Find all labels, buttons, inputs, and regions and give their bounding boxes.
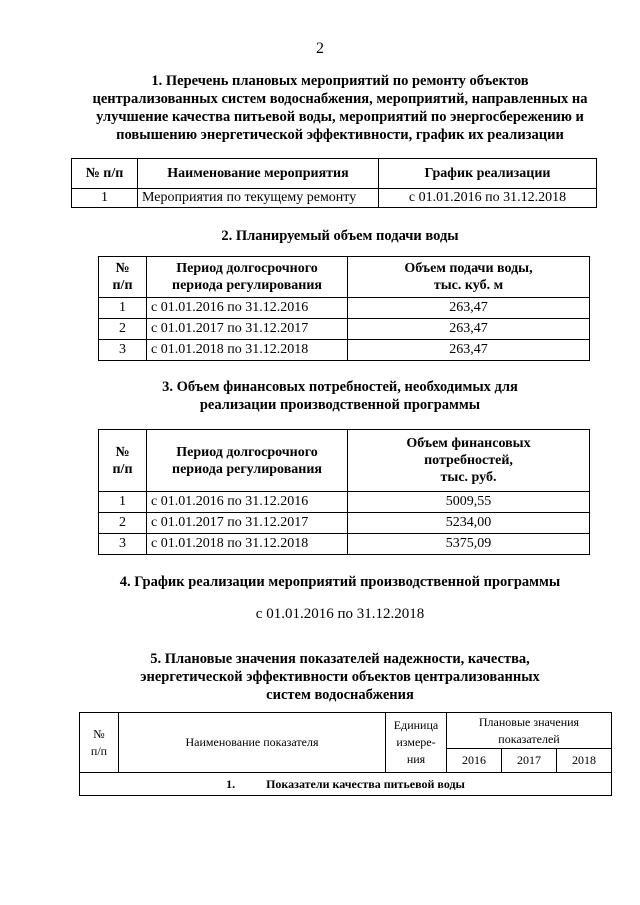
table-section-row: [80, 773, 612, 796]
col-header-value: Объем подачи воды, тыс. куб. м: [348, 257, 590, 298]
section1-title: 1. Перечень плановых мероприятий по ремонту объектов централизованных систем водоснабжения, мероприятий, направленных на улучшение качества питьевой воды, мероприятий по энергосбережению и повышению энергетической эффективности, график их реализации: [92, 73, 588, 143]
cell-num: 1: [72, 189, 138, 208]
section5-title: 5. Плановые значения показателей надежности, качества, энергетической эффективности объектов централизованных систем водоснабжения: [140, 651, 540, 703]
cell-num: 3: [99, 534, 147, 555]
col-header-year: 2018: [556, 749, 611, 773]
col-header-schedule: График реализации: [379, 159, 597, 189]
cell-value: 263,47: [348, 298, 590, 319]
col-header-num: № п/п: [99, 257, 147, 298]
cell-num: 1: [99, 298, 147, 319]
col-header-planned: Плановые значения показателей: [447, 713, 612, 749]
section5-table: [79, 712, 612, 796]
table-row: [99, 298, 590, 319]
section4-title: 4. График реализации мероприятий производственной программы: [119, 574, 561, 590]
cell-num: 1: [99, 492, 147, 513]
cell-period: с 01.01.2018 по 31.12.2018: [147, 340, 348, 361]
table-row: [72, 189, 597, 208]
col-header-year: 2017: [501, 749, 556, 773]
table-row: [99, 513, 590, 534]
table-row: [99, 492, 590, 513]
section2-table: [98, 256, 590, 361]
col-header-year: 2016: [447, 749, 502, 773]
cell-num: 2: [99, 319, 147, 340]
table-row: [99, 319, 590, 340]
col-header-num: № п/п: [80, 713, 119, 773]
col-header-name: Наименование показателя: [119, 713, 386, 773]
cell-num: 2: [99, 513, 147, 534]
col-header-num: № п/п: [72, 159, 138, 189]
col-header-num: № п/п: [99, 430, 147, 492]
cell-period: с 01.01.2017 по 31.12.2017: [147, 319, 348, 340]
cell-value: 5375,09: [348, 534, 590, 555]
cell-value: 263,47: [348, 340, 590, 361]
subsection-label: Показатели качества питьевой воды: [266, 776, 465, 791]
cell-period: с 01.01.2018 по 31.12.2018: [147, 534, 348, 555]
subsection-num: 1.: [226, 776, 236, 791]
cell-name: Мероприятия по текущему ремонту: [138, 189, 379, 208]
col-header-value: Объем финансовых потребностей, тыс. руб.: [348, 430, 590, 492]
table-header-row: [99, 430, 590, 492]
cell-period: с 01.01.2016 по 31.12.2016: [147, 298, 348, 319]
section2-title: 2. Планируемый объем подачи воды: [221, 228, 459, 244]
cell-num: 3: [99, 340, 147, 361]
table-row: [99, 340, 590, 361]
col-header-name: Наименование мероприятия: [138, 159, 379, 189]
section3-title: 3. Объем финансовых потребностей, необходимых для реализации производственной программы: [162, 379, 518, 413]
cell-value: 263,47: [348, 319, 590, 340]
cell-schedule: с 01.01.2016 по 31.12.2018: [379, 189, 597, 208]
table-header-row: [72, 159, 597, 189]
cell-value: 5009,55: [348, 492, 590, 513]
col-header-unit: Единица измере- ния: [386, 713, 447, 773]
cell-period: с 01.01.2016 по 31.12.2016: [147, 492, 348, 513]
col-header-period: Период долгосрочного периода регулирования: [147, 257, 348, 298]
col-header-period: Период долгосрочного периода регулирования: [147, 430, 348, 492]
cell-value: 5234,00: [348, 513, 590, 534]
table-header-row: [99, 257, 590, 298]
section1-table: [71, 158, 597, 208]
table-header-row: [80, 713, 612, 749]
cell-period: с 01.01.2017 по 31.12.2017: [147, 513, 348, 534]
table-row: [99, 534, 590, 555]
page-number: 2: [316, 40, 324, 57]
section4-period: с 01.01.2016 по 31.12.2018: [255, 606, 425, 622]
section3-table: [98, 429, 590, 555]
subsection-title: [80, 773, 612, 796]
